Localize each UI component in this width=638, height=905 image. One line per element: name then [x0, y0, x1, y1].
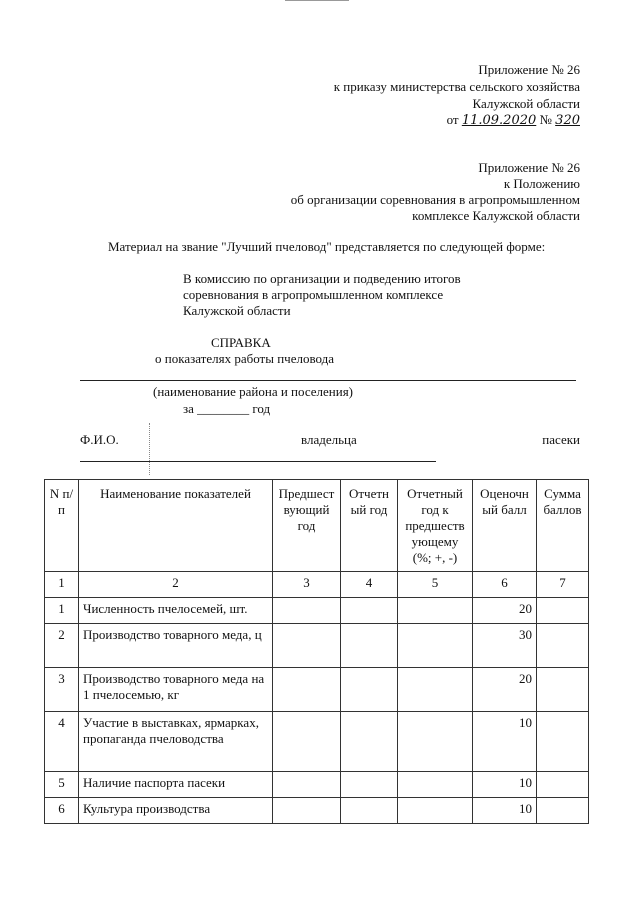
row-total-cell: [537, 772, 589, 798]
annex-top-line2: к приказу министерства сельского хозяйства: [333, 79, 580, 94]
table-row: [45, 624, 589, 668]
addressee-line3: Калужской области: [183, 303, 291, 318]
header-total: Сумма баллов: [537, 480, 589, 572]
fio-owner-label: владельца: [301, 432, 357, 447]
row-number: 2: [45, 624, 79, 668]
year-suffix: год: [252, 401, 271, 416]
header-name: Наименование показателей: [79, 480, 273, 572]
scan-artifact-mark: [149, 423, 150, 475]
row-total-cell: [537, 798, 589, 824]
indicators-table: [44, 479, 589, 824]
row-score: 10: [473, 798, 537, 824]
district-underline: [80, 380, 576, 381]
annex-top-line1: Приложение № 26: [478, 62, 580, 77]
number-value: 320: [555, 113, 580, 128]
header-n: N п/п: [45, 480, 79, 572]
row-ratio-cell: [398, 712, 473, 772]
intro-text: Материал на звание "Лучший пчеловод" представляется по следующей форме:: [108, 239, 546, 254]
row-report-year-cell: [341, 772, 398, 798]
year-line: [183, 401, 270, 417]
annex-second-line2: к Положению: [503, 176, 580, 191]
annex-second-line4: комплексе Калужской области: [412, 208, 580, 223]
table-header-row: [45, 480, 589, 572]
document-title: СПРАВКА: [211, 335, 271, 350]
row-report-year-cell: [341, 598, 398, 624]
header-prev-year: Предшест вующий год: [273, 480, 341, 572]
addressee-line2: соревнования в агропромышленном комплексе: [183, 287, 444, 302]
district-caption: (наименование района и поселения): [153, 384, 354, 399]
row-report-year-cell: [341, 798, 398, 824]
row-prev-year-cell: [273, 798, 341, 824]
addressee-line1: В комиссию по организации и подведению итогов: [183, 271, 461, 286]
row-prev-year-cell: [273, 624, 341, 668]
header-ratio: Отчетный год к предшеств ующему (%; +, -): [398, 480, 473, 572]
date-prefix: от: [446, 112, 459, 127]
row-score: 20: [473, 668, 537, 712]
row-score: 10: [473, 772, 537, 798]
row-indicator: Участие в выставках, ярмарках, пропаганда пчеловодства: [79, 712, 273, 772]
row-indicator: Производство товарного меда на 1 пчелосемью, кг: [79, 668, 273, 712]
scan-top-mark: [285, 0, 349, 1]
row-total-cell: [537, 712, 589, 772]
row-report-year-cell: [341, 712, 398, 772]
row-total-cell: [537, 668, 589, 712]
col-number: 6: [473, 572, 537, 598]
col-number: 5: [398, 572, 473, 598]
annex-second-line3: об организации соревнования в агропромышленном: [290, 192, 580, 207]
col-number: 7: [537, 572, 589, 598]
date-value: 11.09.2020: [461, 113, 537, 128]
row-prev-year-cell: [273, 668, 341, 712]
annex-second-line1: Приложение № 26: [478, 160, 580, 175]
row-indicator: Культура производства: [79, 798, 273, 824]
annex-top-date-line: [447, 112, 580, 129]
col-number: 3: [273, 572, 341, 598]
row-number: 5: [45, 772, 79, 798]
row-report-year-cell: [341, 668, 398, 712]
row-indicator: Численность пчелосемей, шт.: [79, 598, 273, 624]
fio-apiary-label: пасеки: [542, 432, 580, 447]
year-prefix: за: [183, 401, 194, 416]
row-ratio-cell: [398, 668, 473, 712]
row-ratio-cell: [398, 772, 473, 798]
row-indicator: Производство товарного меда, ц: [79, 624, 273, 668]
row-prev-year-cell: [273, 598, 341, 624]
col-number: 2: [79, 572, 273, 598]
row-score: 10: [473, 712, 537, 772]
row-number: 1: [45, 598, 79, 624]
row-report-year-cell: [341, 624, 398, 668]
row-number: 4: [45, 712, 79, 772]
table-row: [45, 712, 589, 772]
row-ratio-cell: [398, 798, 473, 824]
row-ratio-cell: [398, 598, 473, 624]
row-prev-year-cell: [273, 712, 341, 772]
year-blank: ________: [197, 401, 250, 416]
fio-label: Ф.И.О.: [80, 432, 119, 447]
row-total-cell: [537, 598, 589, 624]
table-row: [45, 772, 589, 798]
col-number: 4: [341, 572, 398, 598]
row-total-cell: [537, 624, 589, 668]
document-subtitle: о показателях работы пчеловода: [155, 351, 335, 366]
annex-top-line3: Калужской области: [472, 96, 580, 111]
row-ratio-cell: [398, 624, 473, 668]
row-score: 20: [473, 598, 537, 624]
number-prefix: №: [539, 112, 552, 127]
table-row: [45, 798, 589, 824]
col-number: 1: [45, 572, 79, 598]
header-report-year: Отчетн ый год: [341, 480, 398, 572]
header-score: Оценочн ый балл: [473, 480, 537, 572]
row-prev-year-cell: [273, 772, 341, 798]
row-score: 30: [473, 624, 537, 668]
column-numbers-row: [45, 572, 589, 598]
fio-underline: [80, 461, 436, 462]
row-indicator: Наличие паспорта пасеки: [79, 772, 273, 798]
table-row: [45, 598, 589, 624]
table-row: [45, 668, 589, 712]
row-number: 6: [45, 798, 79, 824]
row-number: 3: [45, 668, 79, 712]
